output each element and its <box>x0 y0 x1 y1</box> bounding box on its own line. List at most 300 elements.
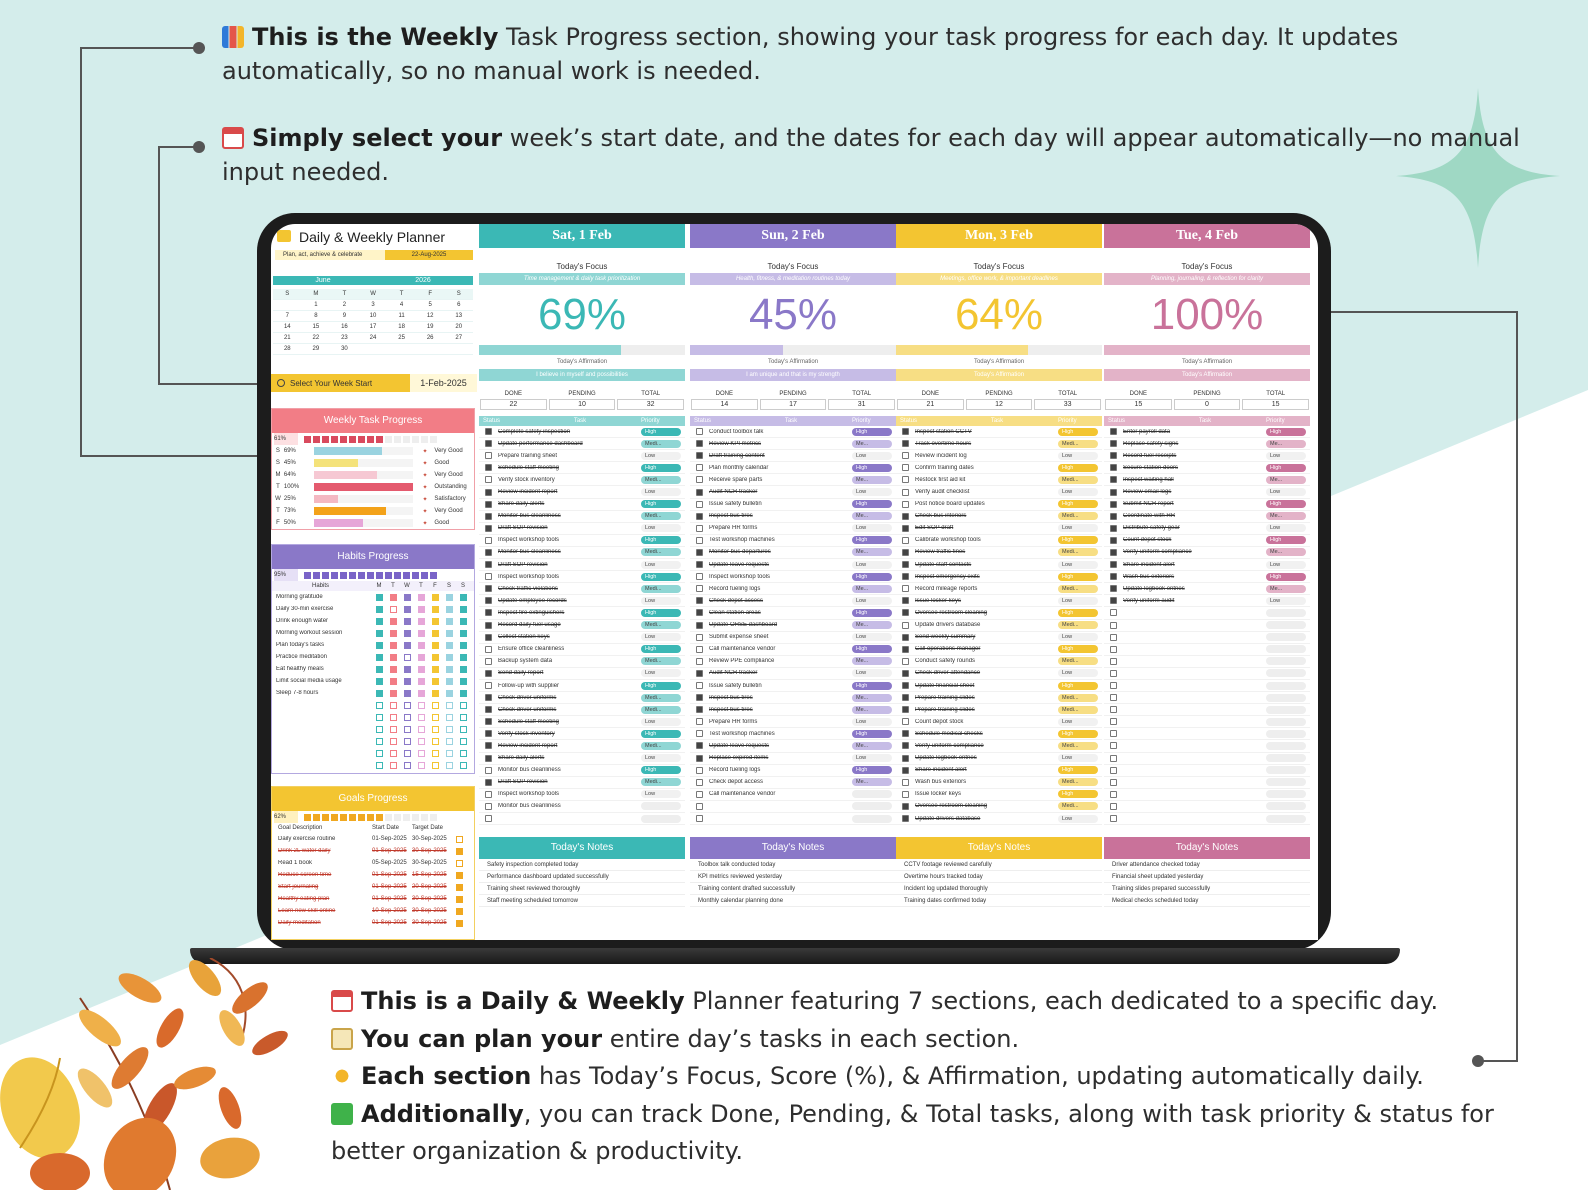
calendar-day[interactable]: 3 <box>371 302 375 308</box>
task-status-checkbox[interactable] <box>696 513 703 520</box>
task-priority[interactable]: Me... <box>852 694 892 702</box>
task-status-checkbox[interactable] <box>485 694 492 701</box>
task-priority[interactable]: Low <box>641 524 681 532</box>
task-status-checkbox[interactable] <box>485 537 492 544</box>
task-priority[interactable]: Medi... <box>1058 706 1098 714</box>
habit-checkbox[interactable] <box>404 714 411 721</box>
task-text[interactable]: Prepare HR forms <box>709 718 758 725</box>
task-priority[interactable]: High <box>1266 428 1306 436</box>
calendar-day[interactable]: 26 <box>426 335 434 341</box>
task-status-checkbox[interactable] <box>485 779 492 786</box>
task-text[interactable]: Monitor bus cleanliness <box>498 803 561 810</box>
note-item[interactable]: Incident log updated thoroughly <box>896 883 1102 895</box>
habit-checkbox[interactable] <box>460 726 467 733</box>
task-text[interactable]: Check driver uniforms <box>498 706 557 713</box>
task-status-checkbox[interactable] <box>485 670 492 677</box>
note-item[interactable]: Overtime hours tracked today <box>896 871 1102 883</box>
note-item[interactable]: Safety inspection completed today <box>479 859 685 871</box>
habit-checkbox[interactable] <box>376 714 383 721</box>
task-priority[interactable]: Me... <box>852 476 892 484</box>
task-status-checkbox[interactable] <box>696 658 703 665</box>
task-status-checkbox[interactable] <box>902 730 909 737</box>
task-priority[interactable] <box>852 815 892 823</box>
task-status-checkbox[interactable] <box>1110 742 1117 749</box>
task-priority[interactable]: Low <box>1058 669 1098 677</box>
task-status-checkbox[interactable] <box>1110 658 1117 665</box>
habit-checkbox[interactable] <box>390 762 397 769</box>
task-text[interactable]: Verify uniform compliance <box>915 742 984 749</box>
task-text[interactable]: Review KPI metrics <box>709 440 762 447</box>
calendar-day[interactable]: 2 <box>342 302 347 308</box>
task-priority[interactable]: Medi... <box>641 621 681 629</box>
task-text[interactable]: Inspect workshop tools <box>498 791 560 798</box>
task-status-checkbox[interactable] <box>485 634 492 641</box>
calendar-day[interactable]: 4 <box>399 302 404 308</box>
habit-checkbox[interactable] <box>460 690 467 697</box>
task-text[interactable]: Plan monthly calendar <box>709 464 769 471</box>
task-status-checkbox[interactable] <box>696 561 703 568</box>
habit-checkbox[interactable] <box>404 618 411 625</box>
task-status-checkbox[interactable] <box>902 597 909 604</box>
task-text[interactable]: Draft training content <box>709 452 765 459</box>
note-item[interactable]: Medical checks scheduled today <box>1104 895 1310 907</box>
calendar-day[interactable]: 25 <box>398 335 405 341</box>
task-text[interactable]: Review incident log <box>915 452 967 459</box>
task-status-checkbox[interactable] <box>696 646 703 653</box>
task-priority[interactable] <box>852 790 892 798</box>
task-priority[interactable]: High <box>641 464 681 472</box>
task-status-checkbox[interactable] <box>902 803 909 810</box>
task-priority[interactable]: Low <box>852 633 892 641</box>
task-priority[interactable]: High <box>1058 609 1098 617</box>
task-priority[interactable]: High <box>1266 573 1306 581</box>
task-status-checkbox[interactable] <box>485 585 492 592</box>
task-text[interactable]: Share daily alerts <box>498 501 545 508</box>
calendar-day[interactable]: 19 <box>426 324 434 330</box>
task-text[interactable]: Update drivers database <box>915 622 981 629</box>
habit-checkbox[interactable] <box>418 738 425 745</box>
note-item[interactable]: Training content drafted successfully <box>690 883 896 895</box>
task-status-checkbox[interactable] <box>902 815 909 822</box>
task-priority[interactable]: High <box>1058 536 1098 544</box>
task-text[interactable]: Check traffic violations <box>498 585 558 592</box>
task-status-checkbox[interactable] <box>902 706 909 713</box>
habit-checkbox[interactable] <box>390 618 397 625</box>
note-item[interactable]: Training sheet reviewed thoroughly <box>479 883 685 895</box>
task-text[interactable]: Review incident report <box>498 489 558 496</box>
habit-checkbox[interactable] <box>418 678 425 685</box>
task-priority[interactable] <box>641 802 681 810</box>
task-text[interactable]: Update staff contacts <box>915 561 972 568</box>
task-text[interactable]: Update performance dashboard <box>498 440 583 447</box>
task-priority[interactable]: High <box>1266 500 1306 508</box>
task-priority[interactable]: High <box>1058 730 1098 738</box>
task-text[interactable]: Issue locker keys <box>915 597 962 604</box>
habit-checkbox[interactable] <box>404 702 411 709</box>
task-priority[interactable]: Low <box>641 669 681 677</box>
task-status-checkbox[interactable] <box>1110 464 1117 471</box>
task-priority[interactable]: Medi... <box>641 706 681 714</box>
habit-checkbox[interactable] <box>446 630 453 637</box>
task-status-checkbox[interactable] <box>1110 597 1117 604</box>
habit-checkbox[interactable] <box>390 666 397 673</box>
task-priority[interactable]: Low <box>1058 597 1098 605</box>
task-priority[interactable]: Low <box>852 561 892 569</box>
task-status-checkbox[interactable] <box>1110 815 1117 822</box>
task-text[interactable]: Update employee records <box>498 597 567 604</box>
habit-checkbox[interactable] <box>418 606 425 613</box>
task-priority[interactable]: High <box>1058 500 1098 508</box>
task-text[interactable]: Verify audit checklist <box>915 489 970 496</box>
task-text[interactable]: Audit NCR tracker <box>709 489 758 496</box>
task-priority[interactable]: High <box>852 428 892 436</box>
task-priority[interactable]: Medi... <box>641 694 681 702</box>
task-priority[interactable]: Low <box>641 597 681 605</box>
task-priority[interactable] <box>1266 778 1306 786</box>
task-text[interactable]: Update leave requests <box>709 742 770 749</box>
habit-checkbox[interactable] <box>376 678 383 685</box>
habit-checkbox[interactable] <box>390 726 397 733</box>
habit-checkbox[interactable] <box>376 750 383 757</box>
task-status-checkbox[interactable] <box>902 476 909 483</box>
task-status-checkbox[interactable] <box>1110 670 1117 677</box>
task-status-checkbox[interactable] <box>485 658 492 665</box>
task-priority[interactable]: Low <box>1266 452 1306 460</box>
task-text[interactable]: Follow-up with supplier <box>498 682 560 689</box>
task-priority[interactable] <box>1266 754 1306 762</box>
habit-checkbox[interactable] <box>432 726 439 733</box>
task-priority[interactable]: Me... <box>1266 440 1306 448</box>
habit-checkbox[interactable] <box>432 750 439 757</box>
task-priority[interactable]: High <box>641 500 681 508</box>
task-priority[interactable]: Medi... <box>641 778 681 786</box>
task-text[interactable]: Share daily alerts <box>498 755 545 762</box>
task-status-checkbox[interactable] <box>902 767 909 774</box>
task-status-checkbox[interactable] <box>485 501 492 508</box>
task-priority[interactable]: Low <box>852 488 892 496</box>
task-priority[interactable] <box>1266 815 1306 823</box>
note-item[interactable]: Driver attendance checked today <box>1104 859 1310 871</box>
task-priority[interactable]: Me... <box>1266 548 1306 556</box>
task-status-checkbox[interactable] <box>902 791 909 798</box>
task-status-checkbox[interactable] <box>902 670 909 677</box>
habit-checkbox[interactable] <box>390 606 397 613</box>
task-status-checkbox[interactable] <box>485 767 492 774</box>
task-status-checkbox[interactable] <box>1110 573 1117 580</box>
task-status-checkbox[interactable] <box>902 622 909 629</box>
habit-checkbox[interactable] <box>446 594 453 601</box>
note-item[interactable]: KPI metrics reviewed yesterday <box>690 871 896 883</box>
task-text[interactable]: Record mileage reports <box>915 585 978 592</box>
task-status-checkbox[interactable] <box>1110 537 1117 544</box>
task-text[interactable]: Inspect bus tires <box>709 694 753 701</box>
task-text[interactable]: Count depot stock <box>915 718 964 725</box>
habit-checkbox[interactable] <box>460 714 467 721</box>
task-status-checkbox[interactable] <box>1110 718 1117 725</box>
task-text[interactable]: Conduct toolbox talk <box>709 428 764 435</box>
task-status-checkbox[interactable] <box>1110 634 1117 641</box>
task-text[interactable]: Check depot access <box>709 779 764 786</box>
task-priority[interactable]: Medi... <box>1058 440 1098 448</box>
habit-checkbox[interactable] <box>432 762 439 769</box>
task-priority[interactable] <box>1266 694 1306 702</box>
task-status-checkbox[interactable] <box>902 718 909 725</box>
habit-checkbox[interactable] <box>432 738 439 745</box>
task-priority[interactable]: Medi... <box>641 440 681 448</box>
habit-checkbox[interactable] <box>418 618 425 625</box>
habit-checkbox[interactable] <box>432 702 439 709</box>
goal-checkbox[interactable] <box>456 848 463 855</box>
habit-checkbox[interactable] <box>460 678 467 685</box>
calendar-day[interactable] <box>387 344 416 354</box>
calendar-day[interactable]: 7 <box>285 313 289 319</box>
habit-checkbox[interactable] <box>404 666 411 673</box>
habit-checkbox[interactable] <box>446 738 453 745</box>
task-text[interactable]: Inspect workshop tools <box>709 573 771 580</box>
task-text[interactable]: Schedule staff meeting <box>498 718 559 725</box>
task-status-checkbox[interactable] <box>902 742 909 749</box>
task-status-checkbox[interactable] <box>485 755 492 762</box>
task-text[interactable]: Inspect workshop tools <box>498 537 560 544</box>
task-priority[interactable]: Medi... <box>1058 657 1098 665</box>
task-text[interactable]: Review traffic fines <box>915 549 966 556</box>
task-priority[interactable] <box>1266 657 1306 665</box>
task-text[interactable]: Replace expired items <box>709 755 769 762</box>
task-text[interactable]: Inspect waiting hall <box>1123 476 1174 483</box>
task-status-checkbox[interactable] <box>485 440 492 447</box>
task-priority[interactable]: Medi... <box>1058 585 1098 593</box>
task-status-checkbox[interactable] <box>902 585 909 592</box>
task-status-checkbox[interactable] <box>1110 646 1117 653</box>
task-status-checkbox[interactable] <box>1110 755 1117 762</box>
task-text[interactable]: Call maintenance vendor <box>709 646 776 653</box>
habit-checkbox[interactable] <box>432 690 439 697</box>
task-status-checkbox[interactable] <box>696 742 703 749</box>
task-priority[interactable]: Low <box>641 790 681 798</box>
task-status-checkbox[interactable] <box>902 440 909 447</box>
habit-checkbox[interactable] <box>404 642 411 649</box>
task-status-checkbox[interactable] <box>1110 803 1117 810</box>
task-priority[interactable]: Low <box>1058 524 1098 532</box>
habit-checkbox[interactable] <box>446 702 453 709</box>
task-text[interactable]: Ensure office cleanliness <box>498 646 565 653</box>
calendar-day[interactable]: 27 <box>455 335 463 341</box>
note-item[interactable]: Performance dashboard updated successfully <box>479 871 685 883</box>
task-priority[interactable]: High <box>641 428 681 436</box>
task-text[interactable]: Inspect emergency exits <box>915 573 980 580</box>
task-status-checkbox[interactable] <box>485 428 492 435</box>
task-priority[interactable] <box>1266 706 1306 714</box>
task-priority[interactable]: High <box>1058 428 1098 436</box>
task-priority[interactable]: Low <box>641 633 681 641</box>
task-status-checkbox[interactable] <box>1110 513 1117 520</box>
habit-checkbox[interactable] <box>446 606 453 613</box>
task-text[interactable]: Record fueling logs <box>709 767 761 774</box>
task-priority[interactable] <box>1266 645 1306 653</box>
task-priority[interactable]: Medi... <box>1058 694 1098 702</box>
task-status-checkbox[interactable] <box>1110 622 1117 629</box>
task-text[interactable]: Replace safety signs <box>1123 440 1179 447</box>
habit-checkbox[interactable] <box>390 654 397 661</box>
task-text[interactable]: Complete safety inspection <box>498 428 571 435</box>
goal-checkbox[interactable] <box>456 836 463 843</box>
habit-checkbox[interactable] <box>418 762 425 769</box>
habit-checkbox[interactable] <box>404 762 411 769</box>
task-text[interactable]: Review email logs <box>1123 489 1172 496</box>
habit-checkbox[interactable] <box>376 702 383 709</box>
habit-checkbox[interactable] <box>460 702 467 709</box>
task-priority[interactable]: Me... <box>852 585 892 593</box>
task-priority[interactable]: Low <box>852 669 892 677</box>
task-priority[interactable]: Me... <box>852 657 892 665</box>
task-text[interactable]: Update financial sheet <box>915 682 975 689</box>
task-status-checkbox[interactable] <box>1110 779 1117 786</box>
task-status-checkbox[interactable] <box>1110 609 1117 616</box>
task-text[interactable]: Call maintenance vendor <box>709 791 776 798</box>
calendar-year[interactable]: 2026 <box>415 277 431 284</box>
task-text[interactable]: Inspect station CCTV <box>915 428 972 435</box>
task-priority[interactable]: Low <box>641 561 681 569</box>
focus-value[interactable]: Meetings, office work, & important deadlines <box>896 273 1102 285</box>
task-priority[interactable]: High <box>1058 766 1098 774</box>
habit-checkbox[interactable] <box>432 654 439 661</box>
focus-value[interactable]: Planning, journaling, & reflection for clarity <box>1104 273 1310 285</box>
task-status-checkbox[interactable] <box>696 803 703 810</box>
habit-checkbox[interactable] <box>390 594 397 601</box>
task-priority[interactable]: Medi... <box>1058 548 1098 556</box>
task-priority[interactable]: Medi... <box>1058 512 1098 520</box>
task-text[interactable]: Post notice board updates <box>915 501 985 508</box>
task-text[interactable]: Oversee restroom cleaning <box>915 609 988 616</box>
task-status-checkbox[interactable] <box>696 670 703 677</box>
task-status-checkbox[interactable] <box>1110 476 1117 483</box>
task-text[interactable]: Receive spare parts <box>709 476 763 483</box>
task-priority[interactable]: Medi... <box>1058 802 1098 810</box>
task-text[interactable]: Enter payroll data <box>1123 428 1171 435</box>
habit-checkbox[interactable] <box>446 678 453 685</box>
habit-checkbox[interactable] <box>446 654 453 661</box>
task-status-checkbox[interactable] <box>902 537 909 544</box>
calendar-day[interactable]: 23 <box>341 335 348 341</box>
task-text[interactable]: Inspect bus tires <box>709 706 753 713</box>
task-status-checkbox[interactable] <box>902 609 909 616</box>
task-status-checkbox[interactable] <box>696 791 703 798</box>
affirmation-value[interactable]: I am unique and that is my strength <box>690 369 896 381</box>
habit-checkbox[interactable] <box>460 762 467 769</box>
task-priority[interactable]: Low <box>1266 488 1306 496</box>
task-text[interactable]: Record fueling logs <box>709 585 761 592</box>
task-priority[interactable] <box>852 802 892 810</box>
habit-checkbox[interactable] <box>418 714 425 721</box>
note-item[interactable]: Financial sheet updated yesterday <box>1104 871 1310 883</box>
task-status-checkbox[interactable] <box>902 755 909 762</box>
calendar-day[interactable]: 8 <box>314 313 318 319</box>
task-priority[interactable]: High <box>852 536 892 544</box>
task-text[interactable]: Coordinate with HR <box>1123 513 1176 520</box>
task-status-checkbox[interactable] <box>696 537 703 544</box>
task-priority[interactable]: High <box>1058 682 1098 690</box>
task-text[interactable]: Conduct safety rounds <box>915 658 976 665</box>
task-status-checkbox[interactable] <box>1110 682 1117 689</box>
task-text[interactable]: Draft SOP revision <box>498 779 548 786</box>
task-text[interactable]: Monitor bus cleanliness <box>498 767 561 774</box>
habit-checkbox[interactable] <box>376 594 383 601</box>
task-priority[interactable] <box>1266 621 1306 629</box>
task-status-checkbox[interactable] <box>696 476 703 483</box>
task-priority[interactable]: High <box>641 766 681 774</box>
task-status-checkbox[interactable] <box>485 573 492 580</box>
task-text[interactable]: Count depot stock <box>1123 537 1172 544</box>
habit-checkbox[interactable] <box>376 666 383 673</box>
task-priority[interactable]: Low <box>1266 524 1306 532</box>
habit-checkbox[interactable] <box>390 690 397 697</box>
task-text[interactable]: Share incident alert <box>915 767 967 774</box>
task-priority[interactable]: High <box>852 573 892 581</box>
note-item[interactable]: Training slides prepared successfully <box>1104 883 1310 895</box>
task-status-checkbox[interactable] <box>902 779 909 786</box>
task-status-checkbox[interactable] <box>696 730 703 737</box>
note-item[interactable]: Monthly calendar planning done <box>690 895 896 907</box>
calendar-day[interactable]: 13 <box>455 313 463 319</box>
task-text[interactable]: Edit SOP draft <box>915 525 954 532</box>
task-status-checkbox[interactable] <box>1110 767 1117 774</box>
task-priority[interactable]: Medi... <box>641 657 681 665</box>
task-text[interactable]: Verify stock inventory <box>498 476 555 483</box>
habit-checkbox[interactable] <box>390 738 397 745</box>
task-text[interactable]: Verify uniform audit <box>1123 597 1175 604</box>
task-status-checkbox[interactable] <box>902 573 909 580</box>
task-text[interactable]: Test workshop machines <box>709 730 775 737</box>
task-status-checkbox[interactable] <box>902 694 909 701</box>
task-status-checkbox[interactable] <box>696 525 703 532</box>
task-priority[interactable]: Me... <box>1266 512 1306 520</box>
task-status-checkbox[interactable] <box>485 597 492 604</box>
task-priority[interactable]: High <box>641 730 681 738</box>
task-status-checkbox[interactable] <box>902 513 909 520</box>
calendar-day[interactable]: 5 <box>428 302 432 308</box>
note-item[interactable]: Training dates confirmed today <box>896 895 1102 907</box>
week-start-selector[interactable] <box>271 374 477 392</box>
task-priority[interactable]: Low <box>852 718 892 726</box>
habit-checkbox[interactable] <box>418 654 425 661</box>
task-text[interactable]: Confirm training dates <box>915 464 974 471</box>
habit-checkbox[interactable] <box>432 594 439 601</box>
task-status-checkbox[interactable] <box>696 501 703 508</box>
task-text[interactable]: Restock first aid kit <box>915 476 966 483</box>
task-priority[interactable]: High <box>1266 464 1306 472</box>
task-priority[interactable]: Low <box>641 452 681 460</box>
task-text[interactable]: Verify uniform compliance <box>1123 549 1192 556</box>
task-text[interactable]: Update OHSE dashboard <box>709 622 778 629</box>
task-text[interactable]: Issue safety bulletin <box>709 501 762 508</box>
task-text[interactable]: Prepare training sheet <box>498 452 558 459</box>
task-priority[interactable]: Low <box>1058 718 1098 726</box>
task-text[interactable]: Monitor bus departures <box>709 549 771 556</box>
task-status-checkbox[interactable] <box>696 706 703 713</box>
habit-checkbox[interactable] <box>432 606 439 613</box>
task-priority[interactable]: Low <box>852 597 892 605</box>
task-priority[interactable] <box>1266 766 1306 774</box>
task-status-checkbox[interactable] <box>696 585 703 592</box>
task-priority[interactable]: High <box>1266 536 1306 544</box>
calendar-day[interactable]: 12 <box>426 313 434 319</box>
calendar-day[interactable]: 22 <box>312 335 320 341</box>
habit-checkbox[interactable] <box>446 714 453 721</box>
goal-checkbox[interactable] <box>456 896 463 903</box>
habit-checkbox[interactable] <box>432 714 439 721</box>
task-status-checkbox[interactable] <box>902 549 909 556</box>
task-text[interactable]: Prepare HR forms <box>709 525 758 532</box>
